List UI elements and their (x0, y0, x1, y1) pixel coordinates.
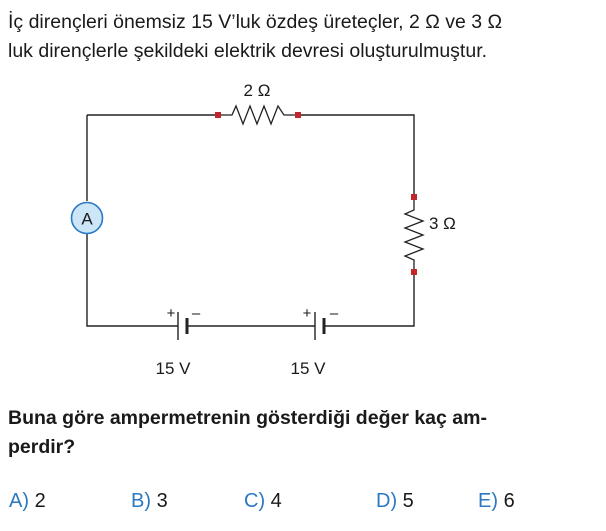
battery-2 (291, 305, 339, 378)
question-line-1: Buna göre ampermetrenin gösterdiği değer kaç am- (8, 407, 487, 429)
choice-e[interactable] (478, 490, 515, 513)
resistor-3-ohm (405, 194, 423, 275)
choice-c-value: 4 (270, 490, 282, 512)
choice-d[interactable] (376, 490, 414, 513)
choice-a-value: 2 (34, 490, 46, 512)
problem-statement-line-1: İç dirençleri önemsiz 15 V’luk özdeş üreteçler, 2 Ω ve 3 Ω (8, 11, 503, 33)
terminal-dot (411, 194, 417, 200)
choice-b-letter: B) (131, 490, 151, 512)
resistor-2-ohm (215, 106, 301, 124)
terminal-dot (411, 269, 417, 275)
battery-1 (156, 305, 201, 378)
answer-choices (0, 490, 606, 520)
resistor-3-ohm-label: 3 Ω (429, 214, 456, 233)
question-text (8, 404, 603, 462)
battery-1-voltage: 15 V (155, 359, 191, 378)
choice-d-value: 5 (402, 490, 414, 512)
choice-b[interactable] (131, 490, 168, 513)
battery-2-minus: – (329, 305, 339, 322)
battery-1-plus: + (166, 305, 176, 322)
resistor-2-ohm-label: 2 Ω (243, 81, 271, 100)
terminal-dot (295, 112, 301, 118)
ammeter-label: A (81, 209, 93, 229)
choice-c[interactable] (244, 490, 282, 513)
choice-e-value: 6 (503, 490, 515, 512)
battery-2-plus: + (302, 305, 312, 322)
choice-c-letter: C) (244, 490, 266, 512)
terminal-dot (215, 112, 221, 118)
choice-a-letter: A) (9, 490, 29, 512)
battery-1-minus: – (191, 305, 201, 322)
choice-a[interactable] (9, 490, 46, 513)
problem-statement-line-2: luk dirençlerle şekildeki elektrik devresi oluşturulmuştur. (8, 40, 488, 62)
ammeter (72, 203, 103, 234)
choice-d-letter: D) (376, 490, 398, 512)
left-bottom-wire (87, 234, 178, 326)
question-line-2: perdir? (8, 436, 76, 458)
battery-2-voltage: 15 V (290, 359, 326, 378)
top-right-wire (298, 115, 414, 197)
choice-b-value: 3 (156, 490, 168, 512)
choice-e-letter: E) (478, 490, 498, 512)
